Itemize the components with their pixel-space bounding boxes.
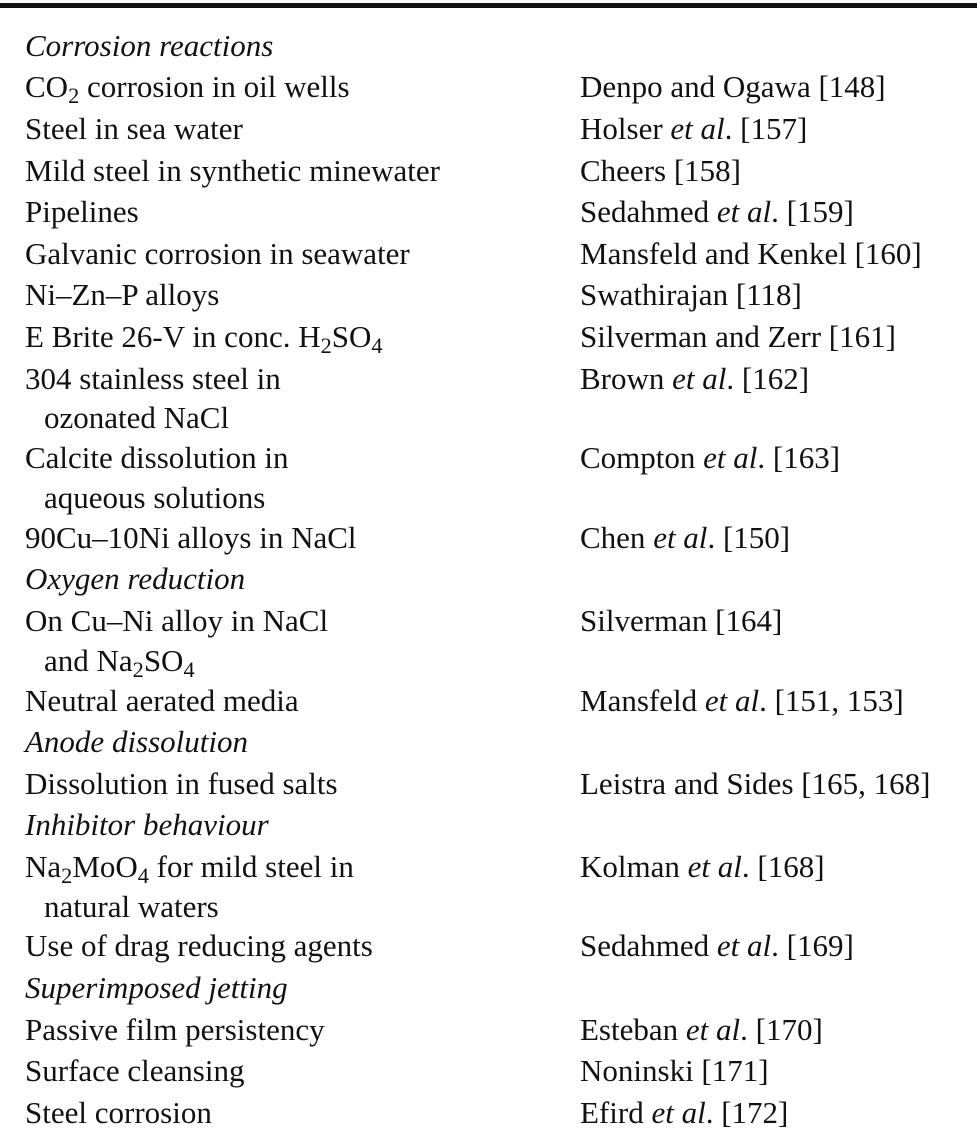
section-heading-label: Anode dissolution [25, 724, 249, 760]
italic-text: et al [687, 848, 742, 884]
table-row [0, 437, 977, 479]
application-cell [0, 153, 580, 189]
text-segment: SO [331, 318, 372, 354]
reference-cell [580, 277, 977, 313]
text-segment: Esteban [580, 1011, 686, 1047]
text-segment: . [162] [726, 360, 810, 396]
text-segment: Neutral aerated media [25, 682, 299, 718]
table-top-rule [0, 3, 977, 8]
section-heading [0, 25, 977, 67]
table-row [0, 358, 977, 400]
application-cell [0, 928, 580, 964]
subscript: 2 [61, 862, 73, 888]
application-cell [0, 766, 580, 802]
table-row [0, 316, 977, 358]
text-segment: Passive film persistency [25, 1011, 325, 1047]
subscript: 2 [68, 83, 80, 109]
section-heading-label: Corrosion reactions [25, 27, 274, 63]
text-segment: Surface cleansing [25, 1053, 245, 1089]
text-segment: Mansfeld [580, 682, 705, 718]
italic-text: et al [704, 682, 760, 718]
italic-text: et al [703, 440, 758, 476]
application-cell [0, 277, 580, 313]
text-segment: Sedahmed [580, 194, 717, 230]
italic-text: et al [685, 1011, 741, 1047]
table-row [0, 275, 977, 317]
text-segment: Silverman [164] [580, 602, 783, 638]
text-segment: Mild steel in synthetic minewater [25, 152, 440, 188]
text-segment: Mansfeld and Kenkel [160] [580, 235, 922, 271]
text-segment: Denpo and Ogawa [148] [580, 69, 886, 105]
text-segment: 304 stainless steel in [25, 360, 281, 396]
text-segment: Pipelines [25, 194, 139, 230]
reference-cell [580, 153, 977, 189]
text-segment: Efird [580, 1094, 652, 1130]
reference-cell [580, 440, 977, 476]
text-segment: Na [25, 848, 62, 884]
reference-cell [580, 520, 977, 556]
text-segment: Sedahmed [580, 928, 717, 964]
table-row-continuation [0, 642, 977, 680]
table-row [0, 680, 977, 722]
application-cell [0, 111, 580, 147]
reference-cell [580, 766, 977, 802]
table-row-continuation [0, 888, 977, 926]
table-row [0, 191, 977, 233]
text-segment: . [169] [771, 928, 854, 964]
subscript: 4 [183, 656, 195, 682]
subscript: 2 [320, 332, 332, 358]
application-cell [0, 683, 580, 719]
table-row [0, 1009, 977, 1051]
reference-cell [580, 683, 977, 719]
text-segment: 90Cu–10Ni alloys in NaCl [25, 519, 357, 555]
reference-cell [580, 361, 977, 397]
text-segment: Compton [580, 440, 704, 476]
text-segment: . [157] [724, 110, 808, 146]
reference-cell [580, 111, 977, 147]
text-segment: . [159] [771, 194, 854, 230]
text-segment: Cheers [158] [580, 152, 741, 188]
table-row [0, 846, 977, 888]
application-cell [0, 400, 580, 436]
italic-text: et al [653, 519, 708, 555]
section-heading [0, 967, 977, 1009]
section-heading-label: Oxygen reduction [25, 561, 246, 597]
text-segment: Noninski [171] [580, 1053, 769, 1089]
text-segment: Silverman and Zerr [161] [580, 318, 896, 354]
application-cell [0, 1012, 580, 1048]
table-row [0, 233, 977, 275]
reference-cell [580, 1053, 977, 1089]
application-cell [0, 236, 580, 272]
application-cell [0, 69, 580, 109]
application-cell [0, 642, 580, 682]
application-cell [0, 1053, 580, 1089]
table-row [0, 1092, 977, 1134]
text-segment: Chen [580, 519, 654, 555]
reference-cell [580, 69, 977, 105]
text-segment: . [163] [757, 440, 841, 476]
italic-text: et al [716, 194, 772, 230]
reference-cell [580, 603, 977, 639]
table-row [0, 1050, 977, 1092]
italic-text: et al [672, 360, 727, 396]
text-segment: Swathirajan [118] [580, 277, 802, 313]
text-segment: . [150] [707, 519, 791, 555]
text-segment: Galvanic corrosion in seawater [25, 235, 410, 271]
reference-cell [580, 849, 977, 885]
subscript: 2 [132, 656, 144, 682]
text-segment: CO [25, 69, 69, 105]
application-cell [0, 848, 580, 888]
text-segment: . [172] [705, 1094, 789, 1130]
text-segment: MoO [72, 848, 138, 884]
table-row [0, 67, 977, 109]
reference-cell [580, 236, 977, 272]
subscript: 4 [371, 332, 383, 358]
text-segment: Use of drag reducing agents [25, 928, 373, 964]
section-heading-label: Superimposed jetting [25, 970, 288, 1006]
application-cell [0, 889, 580, 925]
table-row [0, 150, 977, 192]
text-segment: Steel corrosion [25, 1094, 212, 1130]
application-cell [0, 1095, 580, 1131]
application-cell [0, 480, 580, 516]
application-cell [0, 194, 580, 230]
reference-cell [580, 194, 977, 230]
table-row [0, 600, 977, 642]
text-segment: Leistra and Sides [165, 168] [580, 765, 931, 801]
table-row [0, 517, 977, 559]
text-segment: Ni–Zn–P alloys [25, 277, 220, 313]
text-segment: . [168] [741, 848, 825, 884]
reference-cell [580, 928, 977, 964]
reference-cell [580, 1095, 977, 1131]
application-cell [0, 440, 580, 476]
section-heading [0, 559, 977, 601]
text-segment: Calcite dissolution in [25, 440, 289, 476]
subscript: 4 [137, 862, 149, 888]
text-segment: aqueous solutions [44, 479, 266, 515]
italic-text: et al [670, 110, 725, 146]
text-segment: Steel in sea water [25, 110, 243, 146]
italic-text: et al [716, 928, 772, 964]
table-row-continuation [0, 399, 977, 437]
section-heading [0, 805, 977, 847]
text-segment: . [151, 153] [759, 682, 904, 718]
table-row [0, 108, 977, 150]
text-segment: Holser [580, 110, 671, 146]
text-segment: SO [143, 642, 184, 678]
text-segment: E Brite 26-V in conc. H [25, 318, 321, 354]
text-segment: corrosion in oil wells [79, 69, 350, 105]
table-row [0, 763, 977, 805]
reference-cell [580, 319, 977, 355]
text-segment: ozonated NaCl [44, 400, 230, 436]
text-segment: On Cu–Ni alloy in NaCl [25, 602, 329, 638]
reference-table [0, 25, 977, 1134]
table-row [0, 926, 977, 968]
text-segment: natural waters [44, 888, 219, 924]
text-segment: Brown [580, 360, 673, 396]
text-segment: for mild steel in [148, 848, 354, 884]
application-cell [0, 603, 580, 639]
section-heading [0, 721, 977, 763]
reference-cell [580, 1012, 977, 1048]
application-cell [0, 361, 580, 397]
application-cell [0, 318, 580, 358]
text-segment: . [170] [740, 1011, 823, 1047]
text-segment: Dissolution in fused salts [25, 765, 338, 801]
application-cell [0, 520, 580, 556]
text-segment: and Na [44, 642, 133, 678]
section-heading-label: Inhibitor behaviour [25, 807, 269, 843]
italic-text: et al [651, 1094, 706, 1130]
text-segment: Kolman [580, 848, 688, 884]
table-row-continuation [0, 479, 977, 517]
